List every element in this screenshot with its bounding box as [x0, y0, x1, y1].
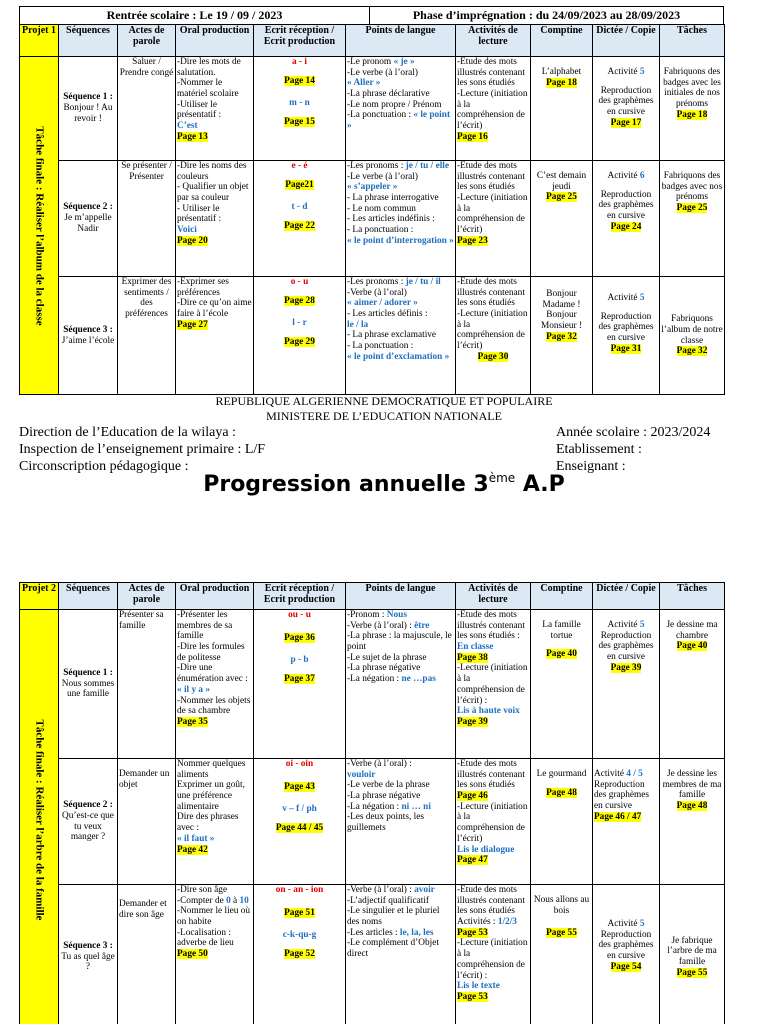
actes-cell: Demander et dire son âge — [118, 885, 176, 1024]
page-ref: Page 31 — [610, 343, 642, 354]
lecture-cell: -Etude des mots illustrés contenant les sons étudiés Page 46 -Lecture (initiation à la compréhension de l’écrit) Lis le dialogue Page 47 — [456, 759, 531, 885]
col-header-oral: Oral production — [176, 583, 254, 610]
actes-cell: Saluer / Prendre congé — [118, 57, 176, 161]
dictee-cell: Activité 5 Reproduction des graphèmes en cursive Page 39 — [593, 610, 660, 759]
lecture-cell: -Etude des mots illustrés contenant les sons étudiés -Lecture (initiation à la compréhension de l’écrit) Page 16 — [456, 57, 531, 161]
tache-cell: Fabriquons des badges avec nos prénoms Page 25 — [660, 161, 725, 277]
dictee-cell: Activité 4 / 5 Reproduction des graphèmes en cursive Page 46 / 47 — [593, 759, 660, 885]
col-header-ecrit: Ecrit réception / Ecrit production — [254, 25, 346, 57]
page-ref: Page 24 — [610, 221, 642, 232]
actes-cell: Présenter sa famille — [118, 610, 176, 759]
page-ref: Page 16 — [457, 131, 488, 142]
info-right — [556, 424, 710, 475]
final-task-side-label — [20, 610, 59, 1024]
page-ref: Page 50 — [177, 949, 208, 960]
page-ref: Page 18 — [676, 109, 708, 120]
table-row — [20, 759, 725, 885]
page-ref: Page 23 — [457, 235, 488, 246]
lecture-cell: -Etude des mots illustrés contenant les sons étudiés : En classe Page 38 -Lecture (initiation à la compréhension de l’écrit) : Lis à haute voix Page 39 — [456, 610, 531, 759]
sequence-cell: Séquence 3 : Tu as quel âge ? — [59, 885, 118, 1024]
sequence-cell: Séquence 3 : J’aime l’école — [59, 277, 118, 395]
col-header-ecrit: Ecrit réception / Ecrit production — [254, 583, 346, 610]
dictee-cell: Activité 5 Reproduction des graphèmes en cursive Page 17 — [593, 57, 660, 161]
oral-cell: -Dire son âge -Compter de 0 à 10 -Nommer le lieu où on habite -Localisation : adverbe de lieu Page 50 — [176, 885, 254, 1024]
oral-cell: -Dire les mots de salutation. -Nommer le matériel scolaire -Utiliser le présentatif : C’est Page 13 — [176, 57, 254, 161]
page-ref: Page 55 — [676, 967, 708, 978]
ecrit-cell: on - an - ion Page 51 c-k-qu-g Page 52 — [254, 885, 346, 1024]
langue-cell: -Les pronoms : je / tu / il -Verbe (à l’oral) « aimer / adorer » - Les articles définis : le / la - La phrase exclamative - La ponctuation : « le point d’exclamation » — [346, 277, 456, 395]
page-ref: Page 28 — [284, 295, 315, 306]
page-ref: Page 46 — [457, 791, 488, 802]
page-ref: Page 18 — [546, 77, 577, 88]
page-ref: Page 53 — [457, 991, 488, 1002]
page-ref: Page 40 — [676, 641, 708, 652]
page-ref: Page 13 — [177, 131, 208, 142]
page-ref: Page 52 — [284, 949, 315, 960]
page-ref: Page 32 — [676, 346, 708, 357]
project-label: Projet 2 — [20, 583, 59, 610]
ecrit-cell: e - é Page21 t - d Page 22 — [254, 161, 346, 277]
page-ref: Page 46 / 47 — [594, 811, 642, 822]
final-task-side-label — [20, 57, 59, 395]
sequence-cell: Séquence 2 : Qu’est-ce que tu veux manger ? — [59, 759, 118, 885]
lecture-cell: -Etude des mots illustrés contenant les sons étudiés -Lecture (initiation à la compréhension de l’écrit) Page 23 — [456, 161, 531, 277]
ecrit-cell: oi - oin Page 43 v – f / ph Page 44 / 45 — [254, 759, 346, 885]
page-ref: Page 39 — [610, 662, 642, 673]
col-header-actes: Actes de parole — [118, 25, 176, 57]
page-ref: Page 27 — [177, 319, 208, 330]
ecrit-cell: a - i Page 14 m - n Page 15 — [254, 57, 346, 161]
tache-cell: Je dessine les membres de ma famille Page 48 — [660, 759, 725, 885]
page-ref: Page 35 — [177, 716, 208, 727]
table-header-row — [20, 583, 725, 610]
page-ref: Page 53 — [457, 927, 488, 938]
col-header-sequences: Séquences — [59, 583, 118, 610]
lecture-cell: -Etude des mots illustrés contenant les sons étudiés -Lecture (initiation à la compréhension de l’écrit) Page 30 — [456, 277, 531, 395]
comptine-cell: La famille tortue Page 40 — [531, 610, 593, 759]
project-label: Projet 1 — [20, 25, 59, 57]
col-header-dictee: Dictée / Copie — [593, 25, 660, 57]
col-header-langue: Points de langue — [346, 583, 456, 610]
dictee-cell: Activité 5 Reproduction des graphèmes en cursive Page 54 — [593, 885, 660, 1024]
rentree-label: Rentrée scolaire : Le 19 / 09 / 2023 — [20, 7, 370, 24]
page-ref: Page 15 — [284, 117, 315, 128]
dictee-cell: Activité 5 Reproduction des graphèmes en cursive Page 31 — [593, 277, 660, 395]
inspection-label: Inspection de l’enseignement primaire : L/F — [19, 442, 266, 457]
page-ref: Page 40 — [546, 649, 577, 660]
page-ref: Page 51 — [284, 907, 315, 918]
republic-title: REPUBLIQUE ALGERIENNE DEMOCRATIQUE ET POPULAIRE — [215, 394, 553, 408]
col-header-dictee: Dictée / Copie — [593, 583, 660, 610]
oral-cell: -Dire les noms des couleurs - Qualifier un objet par sa couleur - Utiliser le présentatif : Voici Page 20 — [176, 161, 254, 277]
comptine-cell: C’est demain jeudi Page 25 — [531, 161, 593, 277]
page-ref: Page 54 — [610, 961, 642, 972]
page-ref: Page 36 — [284, 632, 315, 643]
oral-cell: -Présenter les membres de sa famille -Dire les formules de politesse -Dire une énumération avec : « il y a » -Nommer les objets de sa chambre Page 35 — [176, 610, 254, 759]
phase-header — [19, 6, 724, 25]
page-ref: Page 30 — [477, 351, 509, 362]
langue-cell: -Verbe (à l’oral) : vouloir -Le verbe de la phrase -La phrase négative -La négation : ni … ni -Les deux points, les guillemets — [346, 759, 456, 885]
comptine-cell: Bonjour Madame ! Bonjour Monsieur ! Page 32 — [531, 277, 593, 395]
langue-cell: -Verbe (à l’oral) : avoir -L’adjectif qualificatif -Le singulier et le pluriel des noms -Les articles : le, la, les -Le complément d’Objet direct — [346, 885, 456, 1024]
col-header-taches: Tâches — [660, 583, 725, 610]
page-ref: Page 48 — [546, 787, 577, 798]
page-ref: Page 44 / 45 — [275, 823, 324, 834]
table-header-row — [20, 25, 725, 57]
actes-cell: Demander un objet — [118, 759, 176, 885]
sequence-cell: Séquence 1 : Nous sommes une famille — [59, 610, 118, 759]
tache-cell: Fabriquons l’album de notre classe Page 32 — [660, 277, 725, 395]
direction-label: Direction de l’Education de la wilaya : — [19, 425, 236, 440]
school-year-label: Année scolaire : 2023/2024 — [556, 425, 711, 440]
oral-cell: Nommer quelques aliments Exprimer un goût, une préférence alimentaire Dire des phrases avec : « il faut » Page 42 — [176, 759, 254, 885]
page-ref: Page 25 — [546, 192, 577, 203]
col-header-oral: Oral production — [176, 25, 254, 57]
page-ref: Page 38 — [457, 652, 488, 663]
page-ref: Page 14 — [284, 75, 315, 86]
page-ref: Page 25 — [676, 203, 708, 214]
table-row — [20, 885, 725, 1024]
page-ref: Page 20 — [177, 235, 208, 246]
dictee-cell: Activité 6 Reproduction des graphèmes en cursive Page 24 — [593, 161, 660, 277]
page-ref: Page 47 — [457, 855, 488, 866]
langue-cell: -Le pronom « je » -Le verbe (à l’oral) « Aller » -La phrase déclarative -Le nom propre / Prénom -La ponctuation : « le point » — [346, 57, 456, 161]
col-header-lecture: Activités de lecture — [456, 25, 531, 57]
page-ref: Page 48 — [676, 801, 708, 812]
page-ref: Page 37 — [284, 674, 315, 685]
table-row — [20, 57, 725, 161]
page-ref: Page 17 — [610, 117, 642, 128]
info-left — [19, 424, 265, 475]
ecrit-cell: o - u Page 28 l - r Page 29 — [254, 277, 346, 395]
page-ref: Page 39 — [457, 716, 488, 727]
ministry-title: MINISTERE DE L’EDUCATION NATIONALE — [266, 409, 502, 423]
comptine-cell: Le gourmand Page 48 — [531, 759, 593, 885]
final-task-text: Tâche finale : Réaliser l’arbre de la famille — [33, 719, 46, 920]
comptine-cell: Nous allons au bois Page 55 — [531, 885, 593, 1024]
tache-cell: Fabriquons des badges avec les initiales de nos prénoms Page 18 — [660, 57, 725, 161]
table-row — [20, 161, 725, 277]
langue-cell: -Les pronoms : je / tu / elle -Le verbe (à l’oral) « s’appeler » - La phrase interrogative - Le nom commun - Les articles indéfinis : - La ponctuation : « le point d’interrogation » — [346, 161, 456, 277]
page-title: Progression annuelle 3ème A.P — [203, 471, 565, 497]
page-ref: Page 43 — [284, 781, 315, 792]
page-ref: Page 22 — [284, 221, 315, 232]
table-row — [20, 277, 725, 395]
page-ref: Page 32 — [546, 331, 577, 342]
page-ref: Page 42 — [177, 844, 208, 855]
sequence-cell: Séquence 1 : Bonjour ! Au revoir ! — [59, 57, 118, 161]
tache-cell: Je dessine ma chambre Page 40 — [660, 610, 725, 759]
tache-cell: Je fabrique l’arbre de ma famille Page 55 — [660, 885, 725, 1024]
actes-cell: Se présenter / Présenter — [118, 161, 176, 277]
col-header-comptine: Comptine — [531, 583, 593, 610]
phase-label: Phase d’imprégnation : du 24/09/2023 au 28/09/2023 — [412, 8, 681, 22]
col-header-taches: Tâches — [660, 25, 725, 57]
col-header-actes: Actes de parole — [118, 583, 176, 610]
ecrit-cell: ou - u Page 36 p - b Page 37 — [254, 610, 346, 759]
table-row — [20, 610, 725, 759]
col-header-langue: Points de langue — [346, 25, 456, 57]
actes-cell: Exprimer des sentiments / des préférences — [118, 277, 176, 395]
langue-cell: -Pronom : Nous -Verbe (à l’oral) : être -La phrase : la majuscule, le point -Le sujet de la phrase -La phrase négative -La négation : ne …pas — [346, 610, 456, 759]
school-label: Etablissement : — [556, 442, 642, 457]
comptine-cell: L’alphabet Page 18 — [531, 57, 593, 161]
page-ref: Page 29 — [284, 337, 315, 348]
project-2-table — [19, 582, 725, 1024]
final-task-text: Tâche finale : Réaliser l’album de la classe — [33, 125, 46, 326]
page-ref: Page21 — [285, 179, 314, 190]
lecture-cell: -Etude des mots illustrés contenant les sons étudiés Activités : 1/2/3 Page 53 -Lecture (initiation à la compréhension de l’écrit) : Lis le texte Page 53 — [456, 885, 531, 1024]
page-ref: Page 55 — [546, 928, 577, 939]
circonscription-label: Circonscription pédagogique : — [19, 459, 189, 474]
col-header-sequences: Séquences — [59, 25, 118, 57]
oral-cell: -Exprimer ses préférences -Dire ce qu’on aime faire à l’école Page 27 — [176, 277, 254, 395]
project-1-table — [19, 24, 725, 395]
sequence-cell: Séquence 2 : Je m’appelle Nadir — [59, 161, 118, 277]
teacher-label: Enseignant : — [556, 459, 626, 474]
col-header-comptine: Comptine — [531, 25, 593, 57]
col-header-lecture: Activités de lecture — [456, 583, 531, 610]
